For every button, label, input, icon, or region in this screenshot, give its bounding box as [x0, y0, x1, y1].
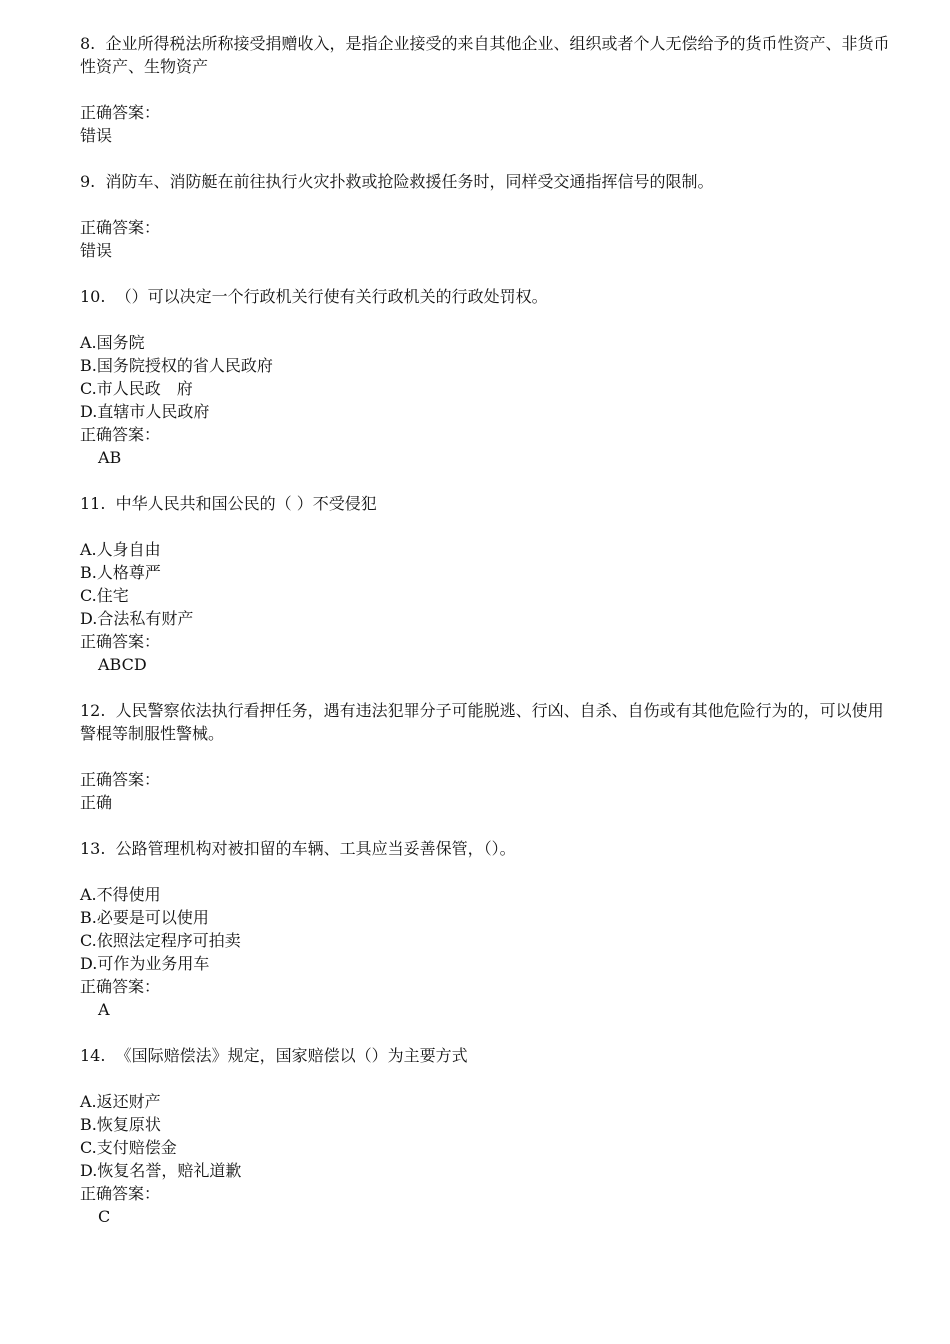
answer-value: A [98, 1000, 110, 1019]
answer-value: 错误 [80, 241, 113, 260]
question-stem: 13. 公路管理机构对被扣留的车辆、工具应当妥善保管，（）。 [80, 839, 516, 858]
question-stem: 14. 《国际赔偿法》规定，国家赔偿以（）为主要方式 [80, 1046, 468, 1065]
answer-label: 正确答案： [80, 103, 161, 122]
question-stem: 8. 企业所得税法所称接受捐赠收入，是指企业接受的来自其他企业、组织或者个人无偿给予的货币性资产、非货币性资产、生物资产 [80, 34, 890, 76]
document-page [80, 32, 895, 1251]
option-b: B.必要是可以使用 [80, 908, 209, 927]
question-8 [80, 32, 895, 147]
option-c: C.住宅 [80, 586, 129, 605]
answer-value: AB [98, 448, 122, 467]
answer-value: ABCD [98, 655, 147, 674]
answer-label: 正确答案： [80, 977, 161, 996]
answer-label: 正确答案： [80, 425, 161, 444]
question-13 [80, 837, 895, 1021]
option-a: A.不得使用 [80, 885, 161, 904]
option-d: D.可作为业务用车 [80, 954, 210, 973]
option-a: A.人身自由 [80, 540, 161, 559]
answer-value: C [98, 1207, 111, 1226]
option-d: D.合法私有财产 [80, 609, 194, 628]
answer-label: 正确答案： [80, 1184, 161, 1203]
question-10 [80, 285, 895, 469]
question-stem: 11. 中华人民共和国公民的（ ）不受侵犯 [80, 494, 377, 513]
option-a: A.国务院 [80, 333, 145, 352]
option-d: D.恢复名誉，赔礼道歉 [80, 1161, 242, 1180]
question-stem: 12. 人民警察依法执行看押任务，遇有违法犯罪分子可能脱逃、行凶、自杀、自伤或有其他危险行为的，可以使用警棍等制服性警械。 [80, 701, 884, 743]
option-c: C.依照法定程序可拍卖 [80, 931, 241, 950]
answer-value: 正确 [80, 793, 113, 812]
question-14 [80, 1044, 895, 1228]
question-stem: 10. （）可以决定一个行政机关行使有关行政机关的行政处罚权。 [80, 287, 548, 306]
question-stem: 9. 消防车、消防艇在前往执行火灾扑救或抢险救援任务时，同样受交通指挥信号的限制。 [80, 172, 714, 191]
answer-label: 正确答案： [80, 632, 161, 651]
question-12 [80, 699, 895, 814]
option-c: C.支付赔偿金 [80, 1138, 177, 1157]
option-b: B.人格尊严 [80, 563, 161, 582]
question-9 [80, 170, 895, 262]
option-b: B.恢复原状 [80, 1115, 161, 1134]
question-11 [80, 492, 895, 676]
answer-label: 正确答案： [80, 770, 161, 789]
option-a: A.返还财产 [80, 1092, 161, 1111]
answer-value: 错误 [80, 126, 113, 145]
option-b: B.国务院授权的省人民政府 [80, 356, 273, 375]
answer-label: 正确答案： [80, 218, 161, 237]
option-c: C.市人民政 府 [80, 379, 193, 398]
option-d: D.直辖市人民政府 [80, 402, 210, 421]
